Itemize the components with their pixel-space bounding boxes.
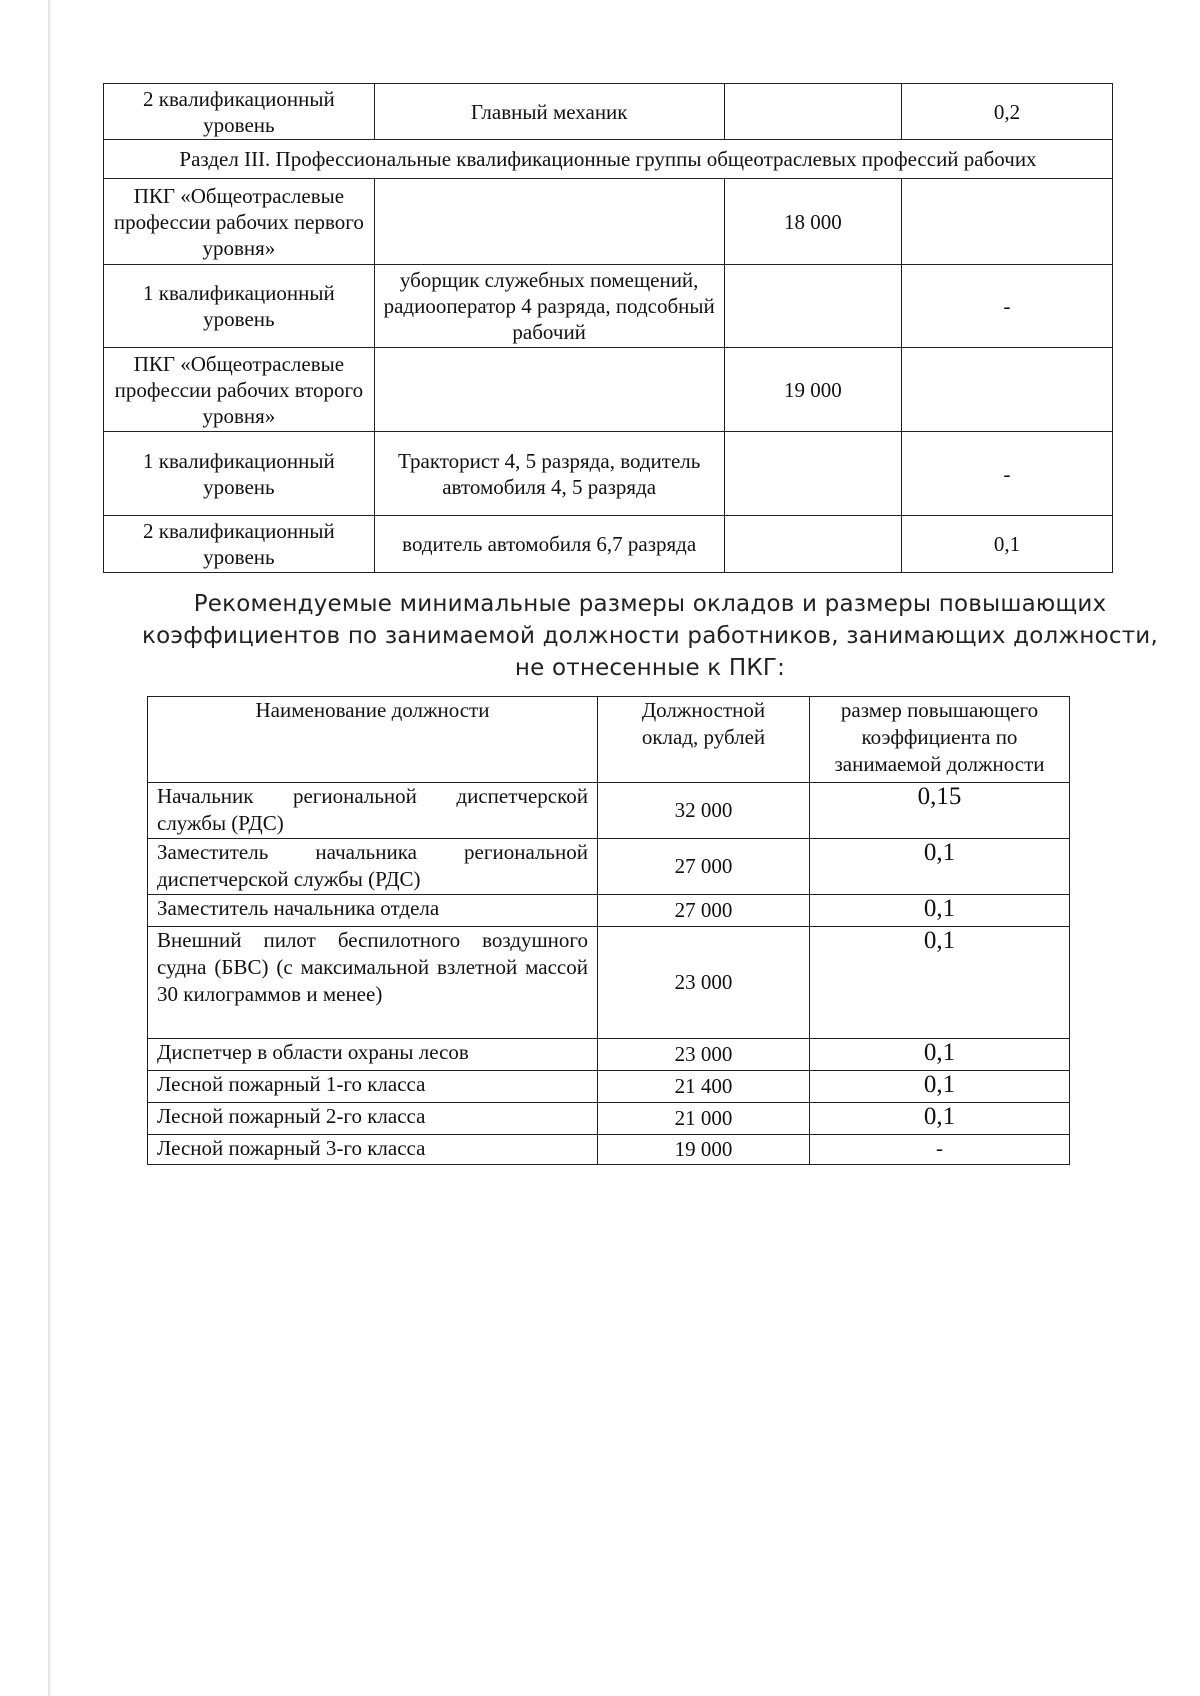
position-name: Диспетчер в области охраны лесов <box>148 1039 598 1071</box>
salary-value: 23 000 <box>598 927 810 1039</box>
level-cell: 1 квалификационный уровень <box>104 265 375 348</box>
table-row <box>148 1135 1070 1165</box>
coef-cell <box>902 348 1113 432</box>
header-row <box>148 697 1070 783</box>
coef-value: 0,1 <box>810 927 1070 1039</box>
salary-value: 19 000 <box>598 1135 810 1165</box>
salary-cell: 19 000 <box>724 348 901 432</box>
position-cell: Главный механик <box>374 84 724 140</box>
salary-value: 27 000 <box>598 895 810 927</box>
table-row <box>148 1103 1070 1135</box>
position-name: Заместитель начальника отдела <box>148 895 598 927</box>
table-row <box>148 1039 1070 1071</box>
salary-value: 21 400 <box>598 1071 810 1103</box>
coef-value: 0,1 <box>810 1039 1070 1071</box>
pkg-name-cell: ПКГ «Общеотраслевые профессии рабочих первого уровня» <box>104 179 375 265</box>
section-heading <box>100 588 1200 684</box>
position-name: Лесной пожарный 1-го класса <box>148 1071 598 1103</box>
coef-cell: - <box>902 432 1113 516</box>
position-cell: Тракторист 4, 5 разряда, водитель автомобиля 4, 5 разряда <box>374 432 724 516</box>
header-coef: размер повышающего коэффициента по занимаемой должности <box>810 697 1070 783</box>
level-cell: 2 квалификационный уровень <box>104 84 375 140</box>
coef-cell: 0,2 <box>902 84 1113 140</box>
positions-table <box>147 696 1070 1165</box>
heading-line: Рекомендуемые минимальные размеры окладов и размеры повышающих <box>193 591 1107 617</box>
table-row <box>104 84 1113 140</box>
coef-cell <box>902 179 1113 265</box>
coef-cell: 0,1 <box>902 516 1113 573</box>
salary-cell: 18 000 <box>724 179 901 265</box>
table-row <box>148 927 1070 1039</box>
position-cell <box>374 179 724 265</box>
salary-value: 23 000 <box>598 1039 810 1071</box>
table-row <box>148 895 1070 927</box>
position-cell: водитель автомобиля 6,7 разряда <box>374 516 724 573</box>
salary-value: 27 000 <box>598 839 810 895</box>
salary-cell <box>724 84 901 140</box>
position-name: Заместитель начальника региональной диспетчерской службы (РДС) <box>148 839 598 895</box>
table-row <box>148 783 1070 839</box>
table-row <box>104 432 1113 516</box>
position-name: Внешний пилот беспилотного воздушного судна (БВС) (с максимальной взлетной массой 30 килограммов и менее) <box>148 927 598 1039</box>
coef-value: 0,1 <box>810 1071 1070 1103</box>
heading-line: коэффициентов по занимаемой должности работников, занимающих должности, <box>142 623 1158 649</box>
coef-value: 0,1 <box>810 895 1070 927</box>
scan-edge-shadow <box>48 0 51 1696</box>
table-row <box>104 516 1113 573</box>
pkg-name-cell: ПКГ «Общеотраслевые профессии рабочих второго уровня» <box>104 348 375 432</box>
coef-cell: - <box>902 265 1113 348</box>
salary-cell <box>724 516 901 573</box>
salary-value: 21 000 <box>598 1103 810 1135</box>
position-name: Лесной пожарный 3-го класса <box>148 1135 598 1165</box>
level-cell: 1 квалификационный уровень <box>104 432 375 516</box>
header-salary: Должностной оклад, рублей <box>598 697 810 783</box>
table-row <box>104 348 1113 432</box>
heading-line: не отнесенные к ПКГ: <box>514 655 786 681</box>
table-row <box>104 179 1113 265</box>
position-cell <box>374 348 724 432</box>
table-row <box>148 1071 1070 1103</box>
table-row <box>148 839 1070 895</box>
section-header: Раздел III. Профессиональные квалификационные группы общеотраслевых профессий рабочих <box>104 140 1113 179</box>
header-name: Наименование должности <box>148 697 598 783</box>
salary-cell <box>724 265 901 348</box>
coef-value: 0,1 <box>810 839 1070 895</box>
coef-value: 0,1 <box>810 1103 1070 1135</box>
table-row <box>104 265 1113 348</box>
section-header-row <box>104 140 1113 179</box>
salary-value: 32 000 <box>598 783 810 839</box>
position-name: Лесной пожарный 2-го класса <box>148 1103 598 1135</box>
coef-value: 0,15 <box>810 783 1070 839</box>
salary-cell <box>724 432 901 516</box>
professional-groups-table <box>103 83 1113 573</box>
coef-value: - <box>810 1135 1070 1165</box>
position-name: Начальник региональной диспетчерской службы (РДС) <box>148 783 598 839</box>
level-cell: 2 квалификационный уровень <box>104 516 375 573</box>
position-cell: уборщик служебных помещений, радиооператор 4 разряда, подсобный рабочий <box>374 265 724 348</box>
